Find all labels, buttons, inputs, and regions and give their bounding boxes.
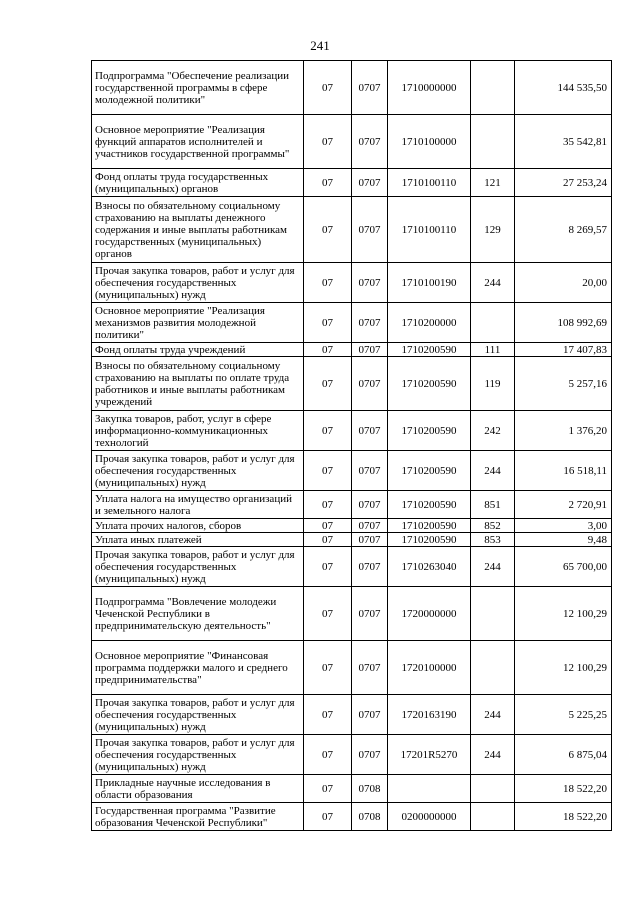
table-row [92, 587, 612, 641]
row-amount: 8 269,57 [515, 197, 612, 263]
row-subsection: 0707 [352, 547, 388, 587]
row-target-item: 1710200000 [388, 303, 471, 343]
row-section: 07 [304, 451, 352, 491]
row-expense-type [471, 61, 515, 115]
row-expense-type [471, 775, 515, 803]
row-target-item: 1710000000 [388, 61, 471, 115]
row-section: 07 [304, 343, 352, 357]
row-subsection: 0708 [352, 775, 388, 803]
row-amount: 12 100,29 [515, 587, 612, 641]
row-expense-type [471, 115, 515, 169]
row-subsection: 0708 [352, 803, 388, 831]
row-section: 07 [304, 115, 352, 169]
row-name: Взносы по обязательному социальному страхованию на выплаты по оплате труда работников и иные выплаты работникам учреждений [92, 357, 304, 411]
row-target-item: 1710263040 [388, 547, 471, 587]
row-subsection: 0707 [352, 411, 388, 451]
row-amount: 27 253,24 [515, 169, 612, 197]
row-target-item: 0200000000 [388, 803, 471, 831]
row-target-item: 1710200590 [388, 451, 471, 491]
row-subsection: 0707 [352, 263, 388, 303]
row-target-item: 1710200590 [388, 343, 471, 357]
row-expense-type: 244 [471, 451, 515, 491]
row-expense-type: 851 [471, 491, 515, 519]
row-section: 07 [304, 775, 352, 803]
row-subsection: 0707 [352, 115, 388, 169]
row-expense-type: 129 [471, 197, 515, 263]
table-row [92, 803, 612, 831]
row-amount: 12 100,29 [515, 641, 612, 695]
table-row [92, 61, 612, 115]
row-name: Уплата иных платежей [92, 533, 304, 547]
table-row [92, 357, 612, 411]
row-subsection: 0707 [352, 303, 388, 343]
row-section: 07 [304, 519, 352, 533]
row-name: Подпрограмма "Вовлечение молодежи Чеченской Республики в предпринимательскую деятельность" [92, 587, 304, 641]
row-amount: 20,00 [515, 263, 612, 303]
row-expense-type: 853 [471, 533, 515, 547]
row-name: Прочая закупка товаров, работ и услуг для обеспечения государственных (муниципальных) нужд [92, 451, 304, 491]
row-target-item: 1710200590 [388, 491, 471, 519]
table-row [92, 735, 612, 775]
row-subsection: 0707 [352, 491, 388, 519]
row-section: 07 [304, 803, 352, 831]
table-row [92, 303, 612, 343]
row-subsection: 0707 [352, 343, 388, 357]
table-row [92, 519, 612, 533]
row-target-item: 1710100110 [388, 197, 471, 263]
row-expense-type: 121 [471, 169, 515, 197]
row-name: Подпрограмма "Обеспечение реализации государственной программы в сфере молодежной политики" [92, 61, 304, 115]
row-expense-type: 244 [471, 263, 515, 303]
row-subsection: 0707 [352, 169, 388, 197]
row-subsection: 0707 [352, 357, 388, 411]
row-amount: 18 522,20 [515, 775, 612, 803]
row-name: Прочая закупка товаров, работ и услуг для обеспечения государственных (муниципальных) нужд [92, 547, 304, 587]
row-name: Основное мероприятие "Реализация механизмов развития молодежной политики" [92, 303, 304, 343]
row-section: 07 [304, 735, 352, 775]
row-target-item: 1720100000 [388, 641, 471, 695]
row-section: 07 [304, 641, 352, 695]
row-subsection: 0707 [352, 519, 388, 533]
row-expense-type: 244 [471, 735, 515, 775]
row-amount: 65 700,00 [515, 547, 612, 587]
row-name: Прочая закупка товаров, работ и услуг для обеспечения государственных (муниципальных) нужд [92, 735, 304, 775]
row-expense-type: 244 [471, 695, 515, 735]
row-amount: 144 535,50 [515, 61, 612, 115]
row-expense-type [471, 303, 515, 343]
table-row [92, 115, 612, 169]
row-expense-type: 244 [471, 547, 515, 587]
row-name: Уплата прочих налогов, сборов [92, 519, 304, 533]
table-row [92, 775, 612, 803]
row-subsection: 0707 [352, 533, 388, 547]
row-section: 07 [304, 587, 352, 641]
row-name: Прикладные научные исследования в области образования [92, 775, 304, 803]
row-target-item: 1710200590 [388, 357, 471, 411]
row-target-item: 1710100000 [388, 115, 471, 169]
row-section: 07 [304, 61, 352, 115]
row-target-item: 17201R5270 [388, 735, 471, 775]
row-section: 07 [304, 357, 352, 411]
table-row [92, 695, 612, 735]
row-target-item: 1710200590 [388, 533, 471, 547]
table-row [92, 263, 612, 303]
row-expense-type: 242 [471, 411, 515, 451]
row-target-item: 1710100190 [388, 263, 471, 303]
row-amount: 17 407,83 [515, 343, 612, 357]
row-target-item: 1720000000 [388, 587, 471, 641]
table-row [92, 411, 612, 451]
row-target-item [388, 775, 471, 803]
row-subsection: 0707 [352, 587, 388, 641]
row-subsection: 0707 [352, 695, 388, 735]
row-expense-type [471, 587, 515, 641]
row-subsection: 0707 [352, 451, 388, 491]
row-name: Основное мероприятие "Финансовая программа поддержки малого и среднего предпринимательства" [92, 641, 304, 695]
row-amount: 6 875,04 [515, 735, 612, 775]
table-row [92, 197, 612, 263]
row-amount: 16 518,11 [515, 451, 612, 491]
table-row [92, 169, 612, 197]
row-section: 07 [304, 169, 352, 197]
row-section: 07 [304, 197, 352, 263]
row-name: Прочая закупка товаров, работ и услуг для обеспечения государственных (муниципальных) нужд [92, 263, 304, 303]
row-amount: 18 522,20 [515, 803, 612, 831]
row-name: Прочая закупка товаров, работ и услуг для обеспечения государственных (муниципальных) нужд [92, 695, 304, 735]
row-amount: 3,00 [515, 519, 612, 533]
row-subsection: 0707 [352, 641, 388, 695]
row-expense-type [471, 803, 515, 831]
table-row [92, 533, 612, 547]
row-section: 07 [304, 303, 352, 343]
row-subsection: 0707 [352, 61, 388, 115]
row-target-item: 1710100110 [388, 169, 471, 197]
row-expense-type: 119 [471, 357, 515, 411]
row-expense-type [471, 641, 515, 695]
row-target-item: 1710200590 [388, 519, 471, 533]
row-amount: 108 992,69 [515, 303, 612, 343]
row-target-item: 1710200590 [388, 411, 471, 451]
row-name: Основное мероприятие "Реализация функций аппаратов исполнителей и участников государственной программы" [92, 115, 304, 169]
table-row [92, 451, 612, 491]
row-name: Государственная программа "Развитие образования Чеченской Республики" [92, 803, 304, 831]
row-section: 07 [304, 695, 352, 735]
row-name: Взносы по обязательному социальному страхованию на выплаты денежного содержания и иные выплаты работникам государственных (муниципальных) органов [92, 197, 304, 263]
row-expense-type: 852 [471, 519, 515, 533]
row-amount: 5 225,25 [515, 695, 612, 735]
row-name: Закупка товаров, работ, услуг в сфере информационно-коммуникационных технологий [92, 411, 304, 451]
row-section: 07 [304, 533, 352, 547]
table-row [92, 491, 612, 519]
row-amount: 35 542,81 [515, 115, 612, 169]
row-amount: 2 720,91 [515, 491, 612, 519]
row-target-item: 1720163190 [388, 695, 471, 735]
table-row [92, 547, 612, 587]
row-amount: 5 257,16 [515, 357, 612, 411]
row-name: Фонд оплаты труда учреждений [92, 343, 304, 357]
row-name: Фонд оплаты труда государственных (муниципальных) органов [92, 169, 304, 197]
page-number: 241 [310, 38, 330, 53]
table-row [92, 641, 612, 695]
row-expense-type: 111 [471, 343, 515, 357]
row-name: Уплата налога на имущество организаций и земельного налога [92, 491, 304, 519]
row-section: 07 [304, 411, 352, 451]
row-section: 07 [304, 547, 352, 587]
table-row [92, 343, 612, 357]
row-subsection: 0707 [352, 735, 388, 775]
row-amount: 1 376,20 [515, 411, 612, 451]
budget-table [91, 60, 612, 831]
row-amount: 9,48 [515, 533, 612, 547]
row-section: 07 [304, 263, 352, 303]
row-subsection: 0707 [352, 197, 388, 263]
row-section: 07 [304, 491, 352, 519]
